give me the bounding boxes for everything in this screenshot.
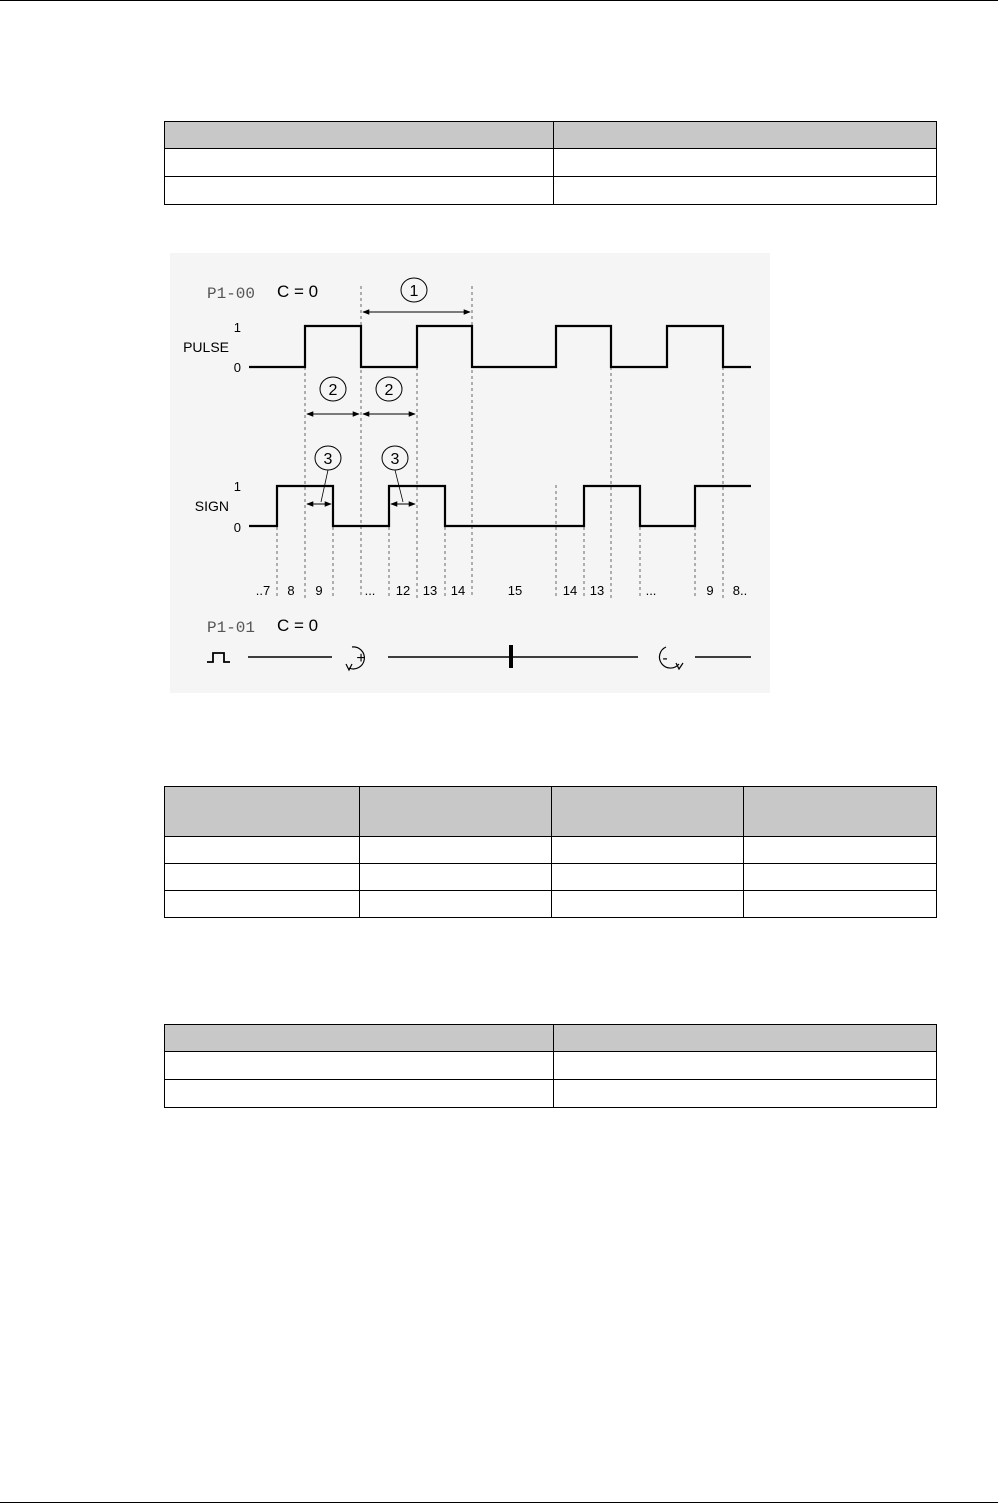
count-label: ... <box>645 583 657 598</box>
callout-1-label: 1 <box>409 283 419 300</box>
table-row <box>165 864 937 891</box>
table-header-row <box>165 787 937 837</box>
table-cell <box>744 864 937 891</box>
table-header-row <box>165 122 937 149</box>
callout-2-label: 2 <box>384 382 394 399</box>
count-label: 14 <box>450 583 466 598</box>
sign-c-value: C = 0 <box>277 616 319 635</box>
count-label: ..7 <box>255 583 271 598</box>
header-rule <box>0 0 998 1</box>
rotation-minus-label: - <box>662 650 668 667</box>
header-cell <box>165 122 554 149</box>
header-cell <box>165 787 360 837</box>
table-row <box>165 891 937 918</box>
direction-change-marker <box>509 645 513 668</box>
table-row <box>165 1080 937 1108</box>
count-label: 14 <box>562 583 578 598</box>
header-cell <box>360 787 552 837</box>
count-label: 8 <box>287 583 295 598</box>
sign-signal-label: SIGN <box>194 498 229 514</box>
table-2 <box>164 786 937 918</box>
count-label: 9 <box>315 583 323 598</box>
callout-3-label: 3 <box>390 451 400 468</box>
table-cell <box>554 149 937 177</box>
table-row <box>165 837 937 864</box>
table-cell <box>744 891 937 918</box>
count-label: 15 <box>507 583 523 598</box>
sign-low-level: 0 <box>233 520 241 535</box>
table-cell <box>552 837 744 864</box>
header-cell <box>554 122 937 149</box>
count-label: 8.. <box>732 583 748 598</box>
table-row <box>165 177 937 205</box>
pulse-low-level: 0 <box>233 360 241 375</box>
table-cell <box>165 177 554 205</box>
table-cell <box>165 1080 554 1108</box>
count-label: 13 <box>589 583 605 598</box>
table-cell <box>165 891 360 918</box>
table-1 <box>164 121 937 205</box>
header-cell <box>552 787 744 837</box>
count-label: 13 <box>422 583 438 598</box>
header-cell <box>744 787 937 837</box>
table-cell <box>554 177 937 205</box>
count-label: 9 <box>706 583 714 598</box>
count-label: ... <box>364 583 376 598</box>
table-cell <box>165 149 554 177</box>
pulse-sign-timing-diagram <box>170 253 770 693</box>
table-cell <box>744 837 937 864</box>
pulse-c-value: C = 0 <box>277 282 319 301</box>
callout-3-label: 3 <box>323 451 333 468</box>
table-cell <box>360 891 552 918</box>
table-3 <box>164 1024 937 1108</box>
table-cell <box>360 864 552 891</box>
table-header-row <box>165 1025 937 1052</box>
table-cell <box>165 1052 554 1080</box>
table-cell <box>165 837 360 864</box>
callout-2-label: 2 <box>328 382 338 399</box>
table-cell <box>552 864 744 891</box>
table-cell <box>554 1080 937 1108</box>
header-cell <box>165 1025 554 1052</box>
pulse-high-level: 1 <box>233 320 241 335</box>
table-row <box>165 149 937 177</box>
pulse-param-label: P1-00 <box>207 285 256 303</box>
sign-param-label: P1-01 <box>207 619 256 637</box>
table-cell <box>552 891 744 918</box>
header-cell <box>554 1025 937 1052</box>
footer-rule <box>0 1502 998 1503</box>
sign-high-level: 1 <box>233 479 241 494</box>
table-cell <box>360 837 552 864</box>
count-label: 12 <box>395 583 411 598</box>
table-cell <box>554 1052 937 1080</box>
table-row <box>165 1052 937 1080</box>
rotation-plus-label: + <box>356 650 366 667</box>
pulse-signal-label: PULSE <box>183 339 229 355</box>
table-cell <box>165 864 360 891</box>
